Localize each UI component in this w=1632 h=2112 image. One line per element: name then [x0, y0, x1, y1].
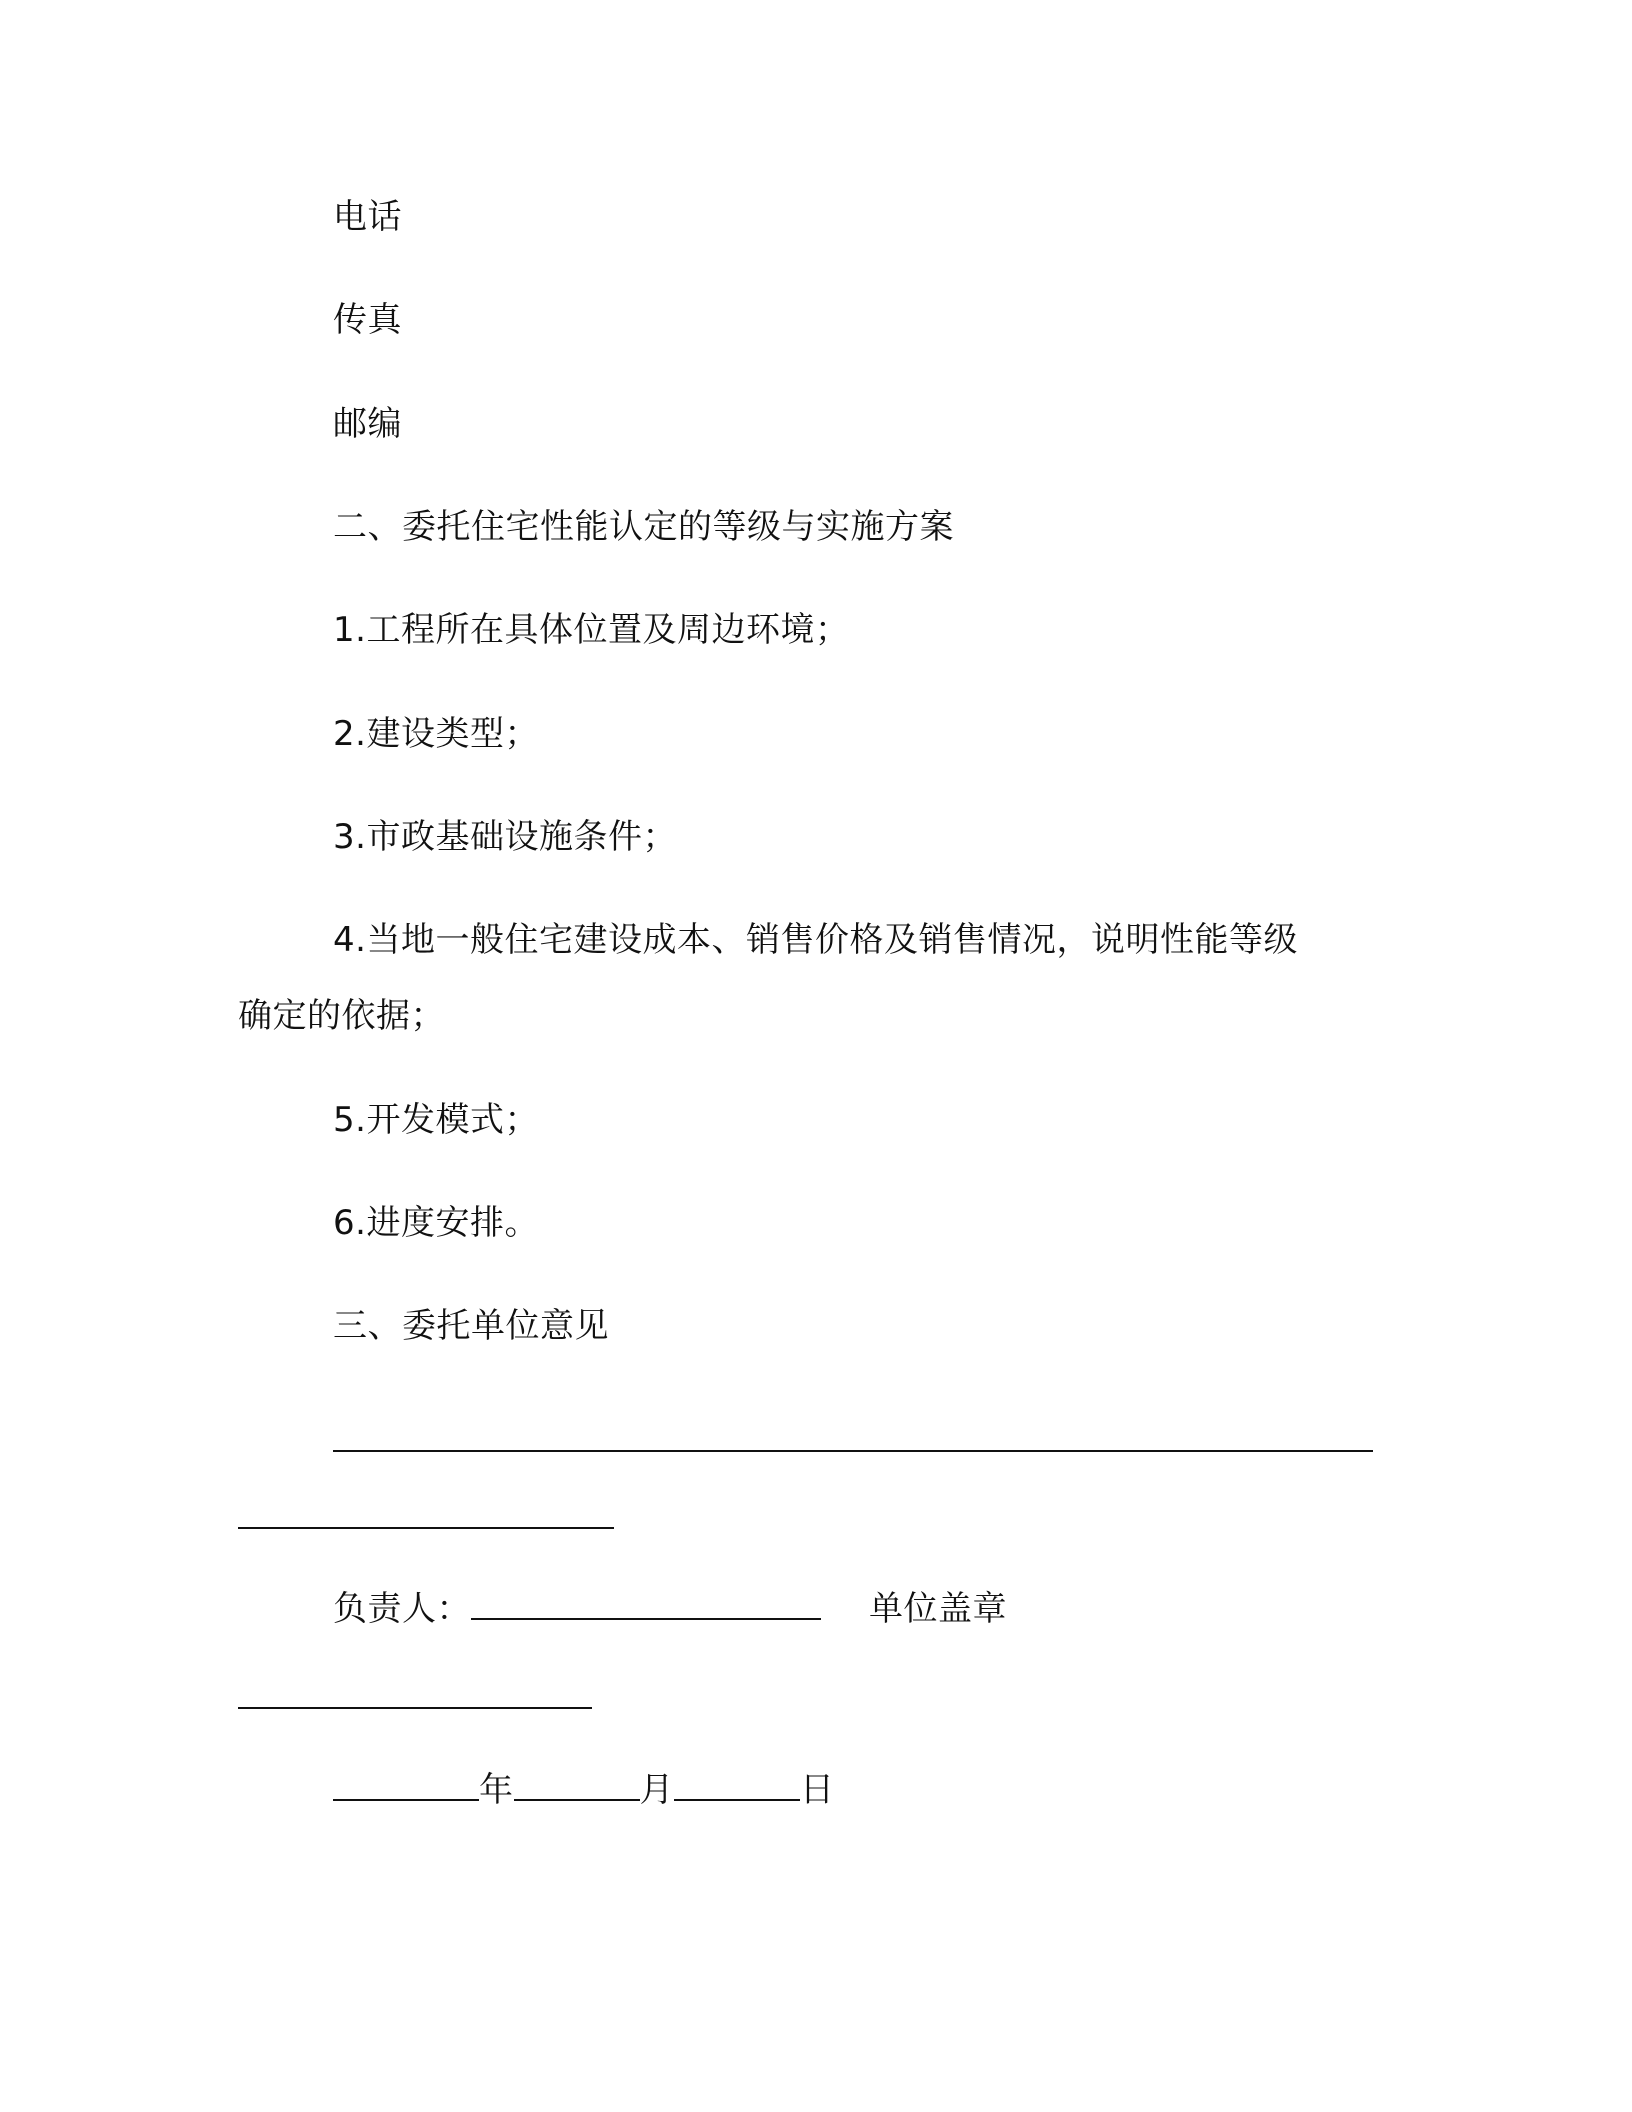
responsible-blank[interactable]	[471, 1588, 821, 1620]
year-label: 年	[479, 1770, 514, 1810]
year-blank[interactable]	[333, 1769, 479, 1801]
fax-label: 传真	[333, 300, 402, 340]
month-label: 月	[639, 1770, 674, 1810]
list-item: 4.当地一般住宅建设成本、销售价格及销售情况，说明性能等级	[333, 920, 1298, 960]
seal-label: 单位盖章	[869, 1589, 1007, 1629]
list-item: 5.开发模式；	[333, 1100, 539, 1140]
responsible-label: 负责人：	[333, 1589, 471, 1629]
opinion-blank-line-2[interactable]	[238, 1527, 614, 1529]
opinion-blank-line-1[interactable]	[333, 1450, 1373, 1452]
list-item: 1.工程所在具体位置及周边环境；	[333, 610, 850, 650]
date-row	[333, 1768, 835, 1812]
phone-label: 电话	[333, 197, 402, 237]
day-blank[interactable]	[674, 1769, 800, 1801]
seal-blank-line[interactable]	[238, 1707, 592, 1709]
day-label: 日	[800, 1770, 835, 1810]
list-item-continuation: 确定的依据；	[238, 996, 445, 1036]
list-item: 3.市政基础设施条件；	[333, 817, 677, 857]
list-item: 2.建设类型；	[333, 714, 539, 754]
responsible-person-row	[333, 1587, 1007, 1631]
postcode-label: 邮编	[333, 404, 402, 444]
section-3-heading: 三、委托单位意见	[333, 1306, 609, 1346]
list-item: 6.进度安排。	[333, 1203, 539, 1243]
section-2-heading: 二、委托住宅性能认定的等级与实施方案	[333, 507, 954, 547]
month-blank[interactable]	[514, 1769, 640, 1801]
